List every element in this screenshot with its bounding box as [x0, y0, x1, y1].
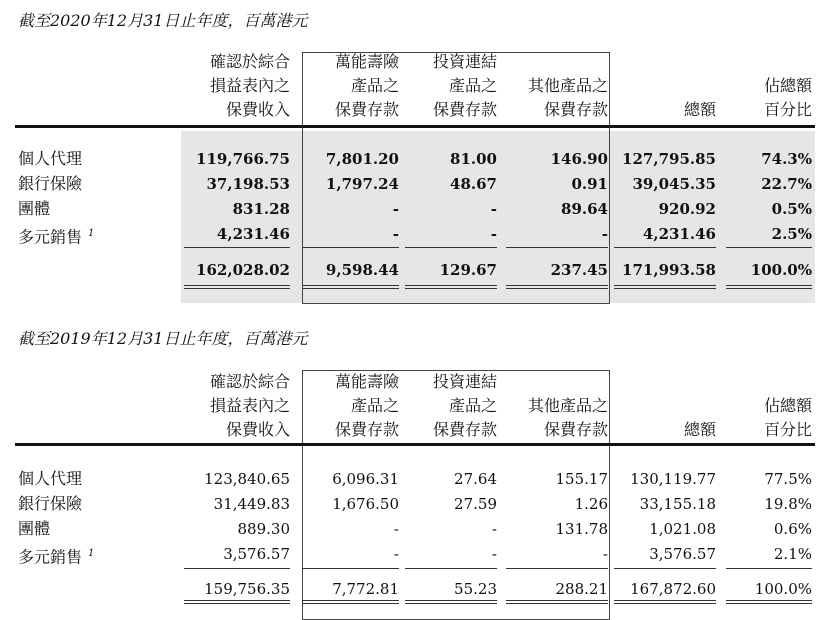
table-cell: -	[393, 545, 399, 563]
table-cell: 1,021.08	[649, 520, 716, 538]
column-header-line: 產品之	[350, 76, 399, 95]
column-header-line: 總額	[683, 420, 716, 439]
table-cell: 81.00	[450, 150, 497, 168]
column-header-line: 佔總額	[763, 396, 812, 415]
total-double-rule	[614, 285, 716, 286]
row-label: 個人代理	[18, 149, 83, 168]
row-label: 多元銷售 $^1$	[18, 227, 95, 247]
table-cell: -	[491, 520, 497, 538]
column-header-line: 保費收入	[225, 100, 290, 119]
total-double-rule	[726, 288, 812, 289]
column-header-line: 總額	[683, 100, 716, 119]
table-cell: 4,231.46	[216, 225, 290, 243]
row-label: 團體	[18, 199, 51, 218]
column-header-line: 百分比	[763, 100, 812, 119]
total-cell: 171,993.58	[622, 261, 716, 279]
table-cell: 889.30	[237, 520, 290, 538]
table-cell: 6,096.31	[332, 470, 399, 488]
table-cell: 77.5%	[764, 470, 812, 488]
table-cell: 1.26	[574, 495, 608, 513]
column-header-line: 保費存款	[543, 100, 608, 119]
total-double-rule	[184, 288, 290, 289]
table-cell: -	[602, 545, 608, 563]
total-double-rule	[726, 285, 812, 286]
total-top-rule	[303, 247, 399, 248]
total-double-rule	[303, 285, 399, 286]
total-top-rule	[614, 247, 716, 248]
total-cell: 100.0%	[754, 580, 812, 598]
total-cell: 129.67	[439, 261, 497, 279]
table-cell: -	[490, 200, 497, 218]
table-cell: 831.28	[232, 200, 290, 218]
column-header-line: 產品之	[350, 396, 399, 415]
total-double-rule	[184, 603, 290, 604]
column-header-line: 百分比	[763, 420, 812, 439]
table-cell: 39,045.35	[632, 175, 716, 193]
header-rule-2019	[15, 443, 815, 446]
table-title: 截至2019年12月31日止年度，百萬港元	[18, 329, 308, 348]
table-cell: 123,840.65	[204, 470, 290, 488]
column-header-line: 確認於綜合	[209, 372, 290, 391]
table-cell: -	[601, 225, 608, 243]
total-double-rule	[614, 600, 716, 601]
column-header-line: 保費存款	[432, 420, 497, 439]
column-header-line: 其他產品之	[527, 76, 608, 95]
column-header-line: 保費存款	[543, 420, 608, 439]
footnote-marker: 1	[88, 548, 95, 559]
total-double-rule	[614, 288, 716, 289]
total-double-rule	[506, 285, 608, 286]
total-cell: 7,772.81	[332, 580, 399, 598]
table-cell: -	[392, 225, 399, 243]
column-header-line: 產品之	[448, 396, 497, 415]
table-cell: 0.6%	[773, 520, 812, 538]
total-double-rule	[506, 600, 608, 601]
table-cell: 155.17	[555, 470, 608, 488]
table-cell: 920.92	[658, 200, 716, 218]
total-double-rule	[614, 603, 716, 604]
total-double-rule	[303, 288, 399, 289]
table-cell: 37,198.53	[206, 175, 290, 193]
row-label: 銀行保險	[18, 494, 83, 513]
column-header-line: 保費存款	[432, 100, 497, 119]
table-cell: 1,676.50	[332, 495, 399, 513]
column-header-line: 損益表內之	[209, 396, 290, 415]
column-header-line: 保費收入	[225, 420, 290, 439]
table-cell: 7,801.20	[325, 150, 399, 168]
table-cell: 2.1%	[773, 545, 812, 563]
column-header-line: 投資連結	[432, 52, 497, 71]
total-top-rule	[184, 568, 290, 569]
table-cell: 146.90	[550, 150, 608, 168]
total-cell: 167,872.60	[630, 580, 716, 598]
total-double-rule	[303, 600, 399, 601]
column-header-line: 萬能壽險	[334, 52, 399, 71]
total-cell: 55.23	[454, 580, 497, 598]
table-cell: 0.5%	[771, 200, 812, 218]
table-cell: 27.59	[454, 495, 497, 513]
total-top-rule	[303, 568, 399, 569]
total-double-rule	[405, 603, 497, 604]
total-top-rule	[506, 247, 608, 248]
total-double-rule	[405, 288, 497, 289]
table-cell: -	[392, 200, 399, 218]
total-cell: 159,756.35	[204, 580, 290, 598]
column-header-line: 確認於綜合	[209, 52, 290, 71]
header-rule-2020	[15, 125, 815, 128]
total-double-rule	[405, 285, 497, 286]
table-cell: 27.64	[454, 470, 497, 488]
column-header-line: 保費存款	[334, 420, 399, 439]
table-cell: 2.5%	[771, 225, 812, 243]
total-double-rule	[726, 603, 812, 604]
table-cell: 19.8%	[764, 495, 812, 513]
table-cell: 31,449.83	[213, 495, 290, 513]
total-top-rule	[726, 568, 812, 569]
footnote-marker: 1	[88, 228, 95, 239]
total-double-rule	[726, 600, 812, 601]
table-cell: 4,231.46	[642, 225, 716, 243]
total-double-rule	[506, 288, 608, 289]
total-top-rule	[614, 568, 716, 569]
total-cell: 162,028.02	[196, 261, 290, 279]
column-header-line: 萬能壽險	[334, 372, 399, 391]
column-header-line: 損益表內之	[209, 76, 290, 95]
total-cell: 9,598.44	[325, 261, 399, 279]
total-top-rule	[506, 568, 608, 569]
table-cell: 74.3%	[761, 150, 812, 168]
table-cell: 131.78	[555, 520, 608, 538]
total-double-rule	[184, 600, 290, 601]
row-label: 個人代理	[18, 469, 83, 488]
total-cell: 288.21	[555, 580, 608, 598]
table-cell: -	[393, 520, 399, 538]
table-cell: -	[491, 545, 497, 563]
row-label: 團體	[18, 519, 51, 538]
column-header-line: 產品之	[448, 76, 497, 95]
column-header-line: 佔總額	[763, 76, 812, 95]
row-label: 銀行保險	[18, 174, 83, 193]
table-cell: 3,576.57	[649, 545, 716, 563]
column-header-line: 保費存款	[334, 100, 399, 119]
table-cell: 130,119.77	[630, 470, 716, 488]
total-top-rule	[405, 247, 497, 248]
total-double-rule	[405, 600, 497, 601]
column-header-line: 其他產品之	[527, 396, 608, 415]
table-title: 截至2020年12月31日止年度，百萬港元	[18, 11, 308, 30]
table-cell: 48.67	[450, 175, 497, 193]
table-cell: 127,795.85	[622, 150, 716, 168]
table-cell: 3,576.57	[223, 545, 290, 563]
table-cell: -	[490, 225, 497, 243]
total-double-rule	[303, 603, 399, 604]
total-cell: 100.0%	[750, 261, 812, 279]
table-cell: 1,797.24	[325, 175, 399, 193]
table-cell: 0.91	[571, 175, 608, 193]
total-cell: 237.45	[550, 261, 608, 279]
table-cell: 89.64	[561, 200, 608, 218]
total-double-rule	[184, 285, 290, 286]
total-top-rule	[405, 568, 497, 569]
table-cell: 22.7%	[761, 175, 812, 193]
column-header-line: 投資連結	[432, 372, 497, 391]
row-label: 多元銷售 $^1$	[18, 547, 95, 567]
table-cell: 33,155.18	[639, 495, 716, 513]
total-top-rule	[184, 247, 290, 248]
table-cell: 119,766.75	[196, 150, 290, 168]
total-double-rule	[506, 603, 608, 604]
total-top-rule	[726, 247, 812, 248]
